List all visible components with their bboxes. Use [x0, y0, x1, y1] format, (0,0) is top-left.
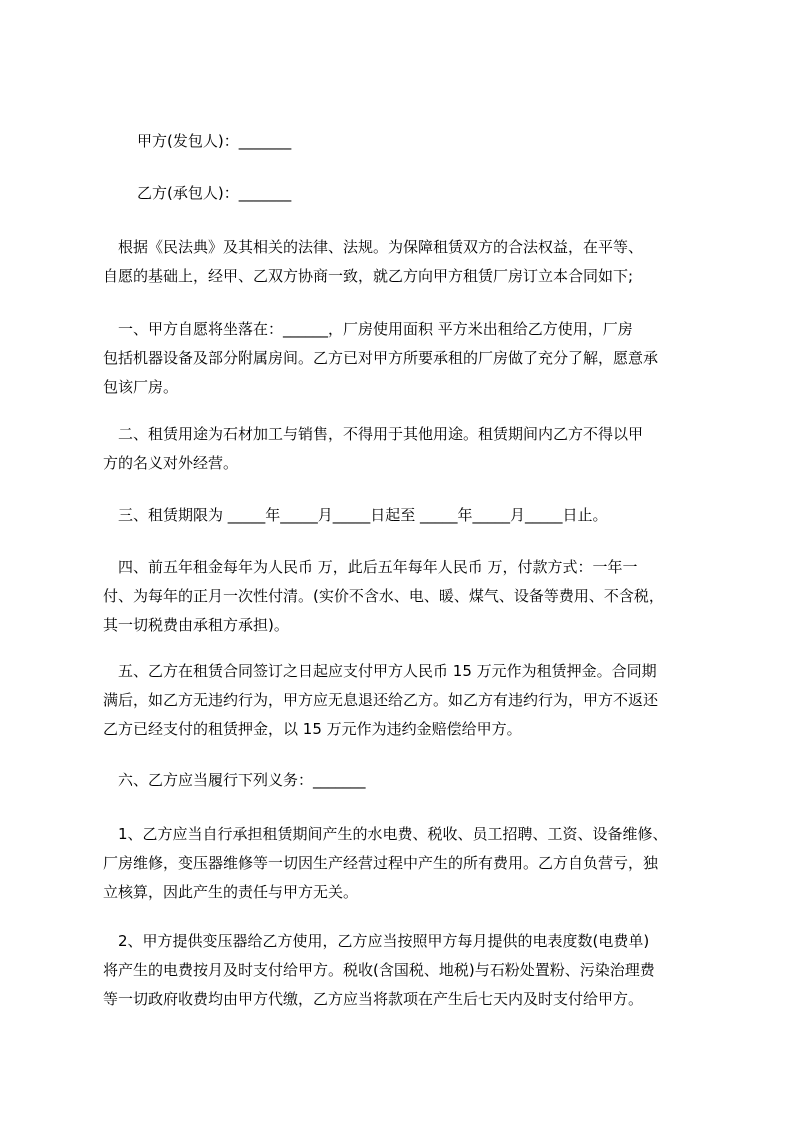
clause-line: 五、乙方在租赁合同签订之日起应支付甲方人民币 15 万元作为租赁押金。合同期 — [103, 662, 657, 680]
clause-line: 二、租赁用途为石材加工与销售，不得用于其他用途。租赁期间内乙方不得以甲 — [103, 425, 644, 443]
item-line: 厂房维修，变压器维修等一切因生产经营过程中产生的所有费用。乙方自负营亏，独 — [103, 854, 659, 872]
party-a-line — [137, 127, 737, 156]
party-b-text: 乙方(承包人)：_______ — [137, 184, 292, 202]
item-line: 将产生的电费按月及时支付给甲方。税收(含国税、地税)与石粉处置粉、污染治理费 — [103, 961, 655, 979]
clause-line: 付、为每年的正月一次性付清。(实价不含水、电、暖、煤气、设备等费用、不含税， — [103, 587, 664, 605]
intro-line: 自愿的基础上，经甲、乙双方协商一致，就乙方向甲方租赁厂房订立本合同如下; — [103, 267, 634, 285]
clause-line: 其一切税费由承租方承担)。 — [103, 616, 289, 634]
intro-paragraph — [103, 233, 703, 291]
obligation-item-2 — [103, 927, 703, 1014]
clause-line: 方的名义对外经营。 — [103, 454, 239, 472]
party-b-line — [137, 179, 737, 208]
item-line: 等一切政府收费均由甲方代缴，乙方应当将款项在产生后七天内及时支付给甲方。 — [103, 990, 644, 1008]
clause-3 — [103, 501, 703, 530]
clause-4 — [103, 553, 703, 640]
clause-line: 三、租赁期限为 _____年_____月_____日起至 _____年_____月_____日止。 — [103, 506, 608, 524]
item-line: 立核算，因此产生的责任与甲方无关。 — [103, 883, 359, 901]
obligation-item-1 — [103, 820, 703, 907]
clause-line: 四、前五年租金每年为人民币 万，此后五年每年人民币 万，付款方式：一年一 — [103, 558, 638, 576]
item-line: 2、甲方提供变压器给乙方使用，乙方应当按照甲方每月提供的电表度数(电费单) — [103, 932, 650, 950]
clause-line: 六、乙方应当履行下列义务：_______ — [103, 771, 366, 789]
party-a-text: 甲方(发包人)：_______ — [137, 132, 292, 150]
clause-line: 乙方已经支付的租赁押金，以 15 万元作为违约金赔偿给甲方。 — [103, 720, 522, 738]
item-line: 1、乙方应当自行承担租赁期间产生的水电费、税收、员工招聘、工资、设备维修、 — [103, 825, 668, 843]
clause-line: 包括机器设备及部分附属房间。乙方已对甲方所要承租的厂房做了充分了解，愿意承 — [103, 349, 659, 367]
clause-1 — [103, 315, 703, 402]
clause-line: 一、甲方自愿将坐落在：______，厂房使用面积 平方米出租给乙方使用，厂房 — [103, 320, 633, 338]
clause-5 — [103, 657, 703, 744]
clause-2 — [103, 420, 703, 478]
clause-line: 满后，如乙方无违约行为，甲方应无息退还给乙方。如乙方有违约行为，甲方不返还 — [103, 691, 659, 709]
clause-line: 包该厂房。 — [103, 378, 179, 396]
intro-line: 根据《民法典》及其相关的法律、法规。为保障租赁双方的合法权益，在平等、 — [103, 238, 644, 256]
clause-6 — [103, 766, 703, 795]
